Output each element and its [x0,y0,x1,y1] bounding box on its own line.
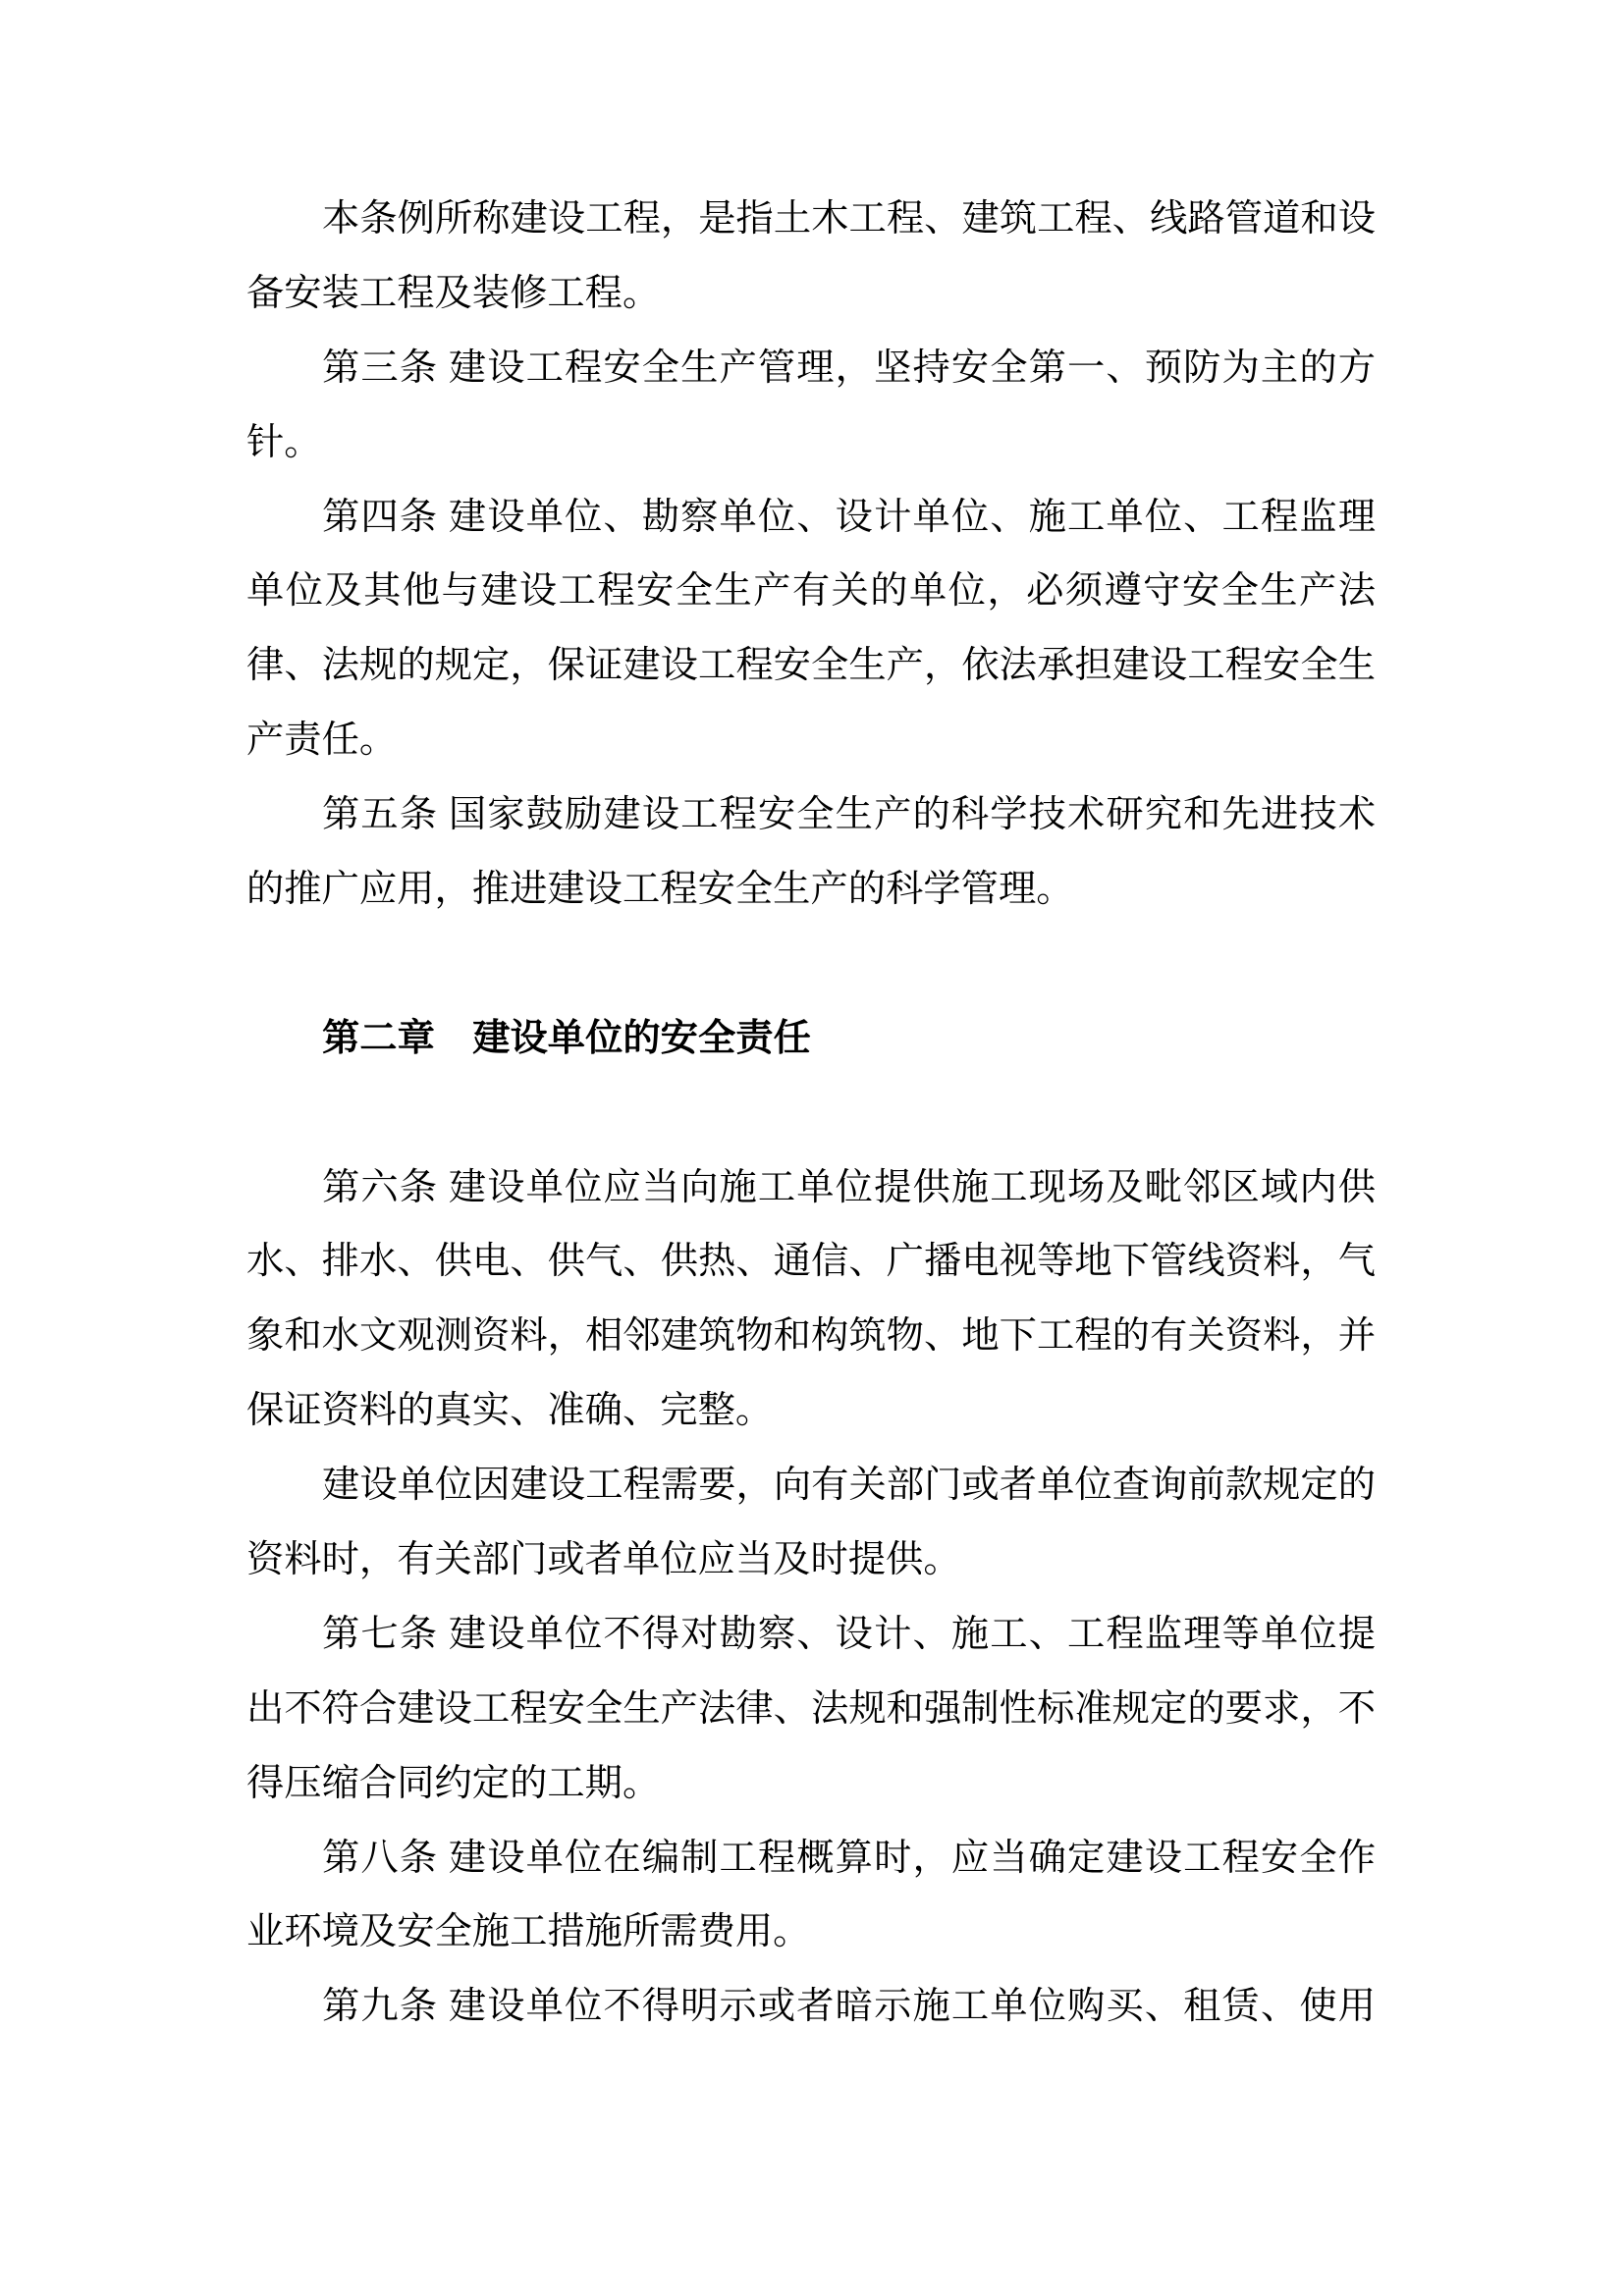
body-line: 业环境及安全施工措施所需费用。 [246,1911,811,1953]
body-line: 的推广应用，推进建设工程安全生产的科学管理。 [246,869,1074,911]
body-line: 第三条 建设工程安全生产管理，坚持安全第一、预防为主的方 [322,347,1376,389]
body-line: 第五条 国家鼓励建设工程安全生产的科学技术研究和先进技术 [322,794,1376,836]
body-line: 象和水文观测资料，相邻建筑物和构筑物、地下工程的有关资料，并 [246,1315,1376,1358]
chapter-heading: 第二章 建设单位的安全责任 [322,1017,811,1059]
blank-line [246,928,1376,1002]
body-line: 资料时，有关部门或者单位应当及时提供。 [246,1539,961,1581]
body-line: 第四条 建设单位、勘察单位、设计单位、施工单位、工程监理 [322,496,1376,538]
blank-line [246,1077,1376,1151]
body-line: 单位及其他与建设工程安全生产有关的单位，必须遵守安全生产法 [246,570,1376,613]
body-line: 第七条 建设单位不得对勘察、设计、施工、工程监理等单位提 [322,1613,1376,1655]
document-text-block [246,183,1376,2045]
body-line: 针。 [246,421,322,463]
body-line: 水、排水、供电、供气、供热、通信、广播电视等地下管线资料，气 [246,1241,1376,1283]
body-line: 得压缩合同约定的工期。 [246,1762,661,1804]
body-line: 备安装工程及装修工程。 [246,272,661,314]
body-line: 保证资料的真实、准确、完整。 [246,1390,774,1432]
body-line: 出不符合建设工程安全生产法律、法规和强制性标准规定的要求，不 [246,1687,1376,1730]
body-line: 建设单位因建设工程需要，向有关部门或者单位查询前款规定的 [322,1465,1376,1507]
body-line: 产责任。 [246,720,398,762]
body-line: 律、法规的规定，保证建设工程安全生产，依法承担建设工程安全生 [246,645,1376,687]
body-line: 本条例所称建设工程，是指土木工程、建筑工程、线路管道和设 [322,198,1376,240]
body-line: 第九条 建设单位不得明示或者暗示施工单位购买、租赁、使用 [322,1986,1376,2028]
body-line: 第六条 建设单位应当向施工单位提供施工现场及毗邻区域内供 [322,1166,1376,1208]
body-line: 第八条 建设单位在编制工程概算时，应当确定建设工程安全作 [322,1837,1376,1879]
